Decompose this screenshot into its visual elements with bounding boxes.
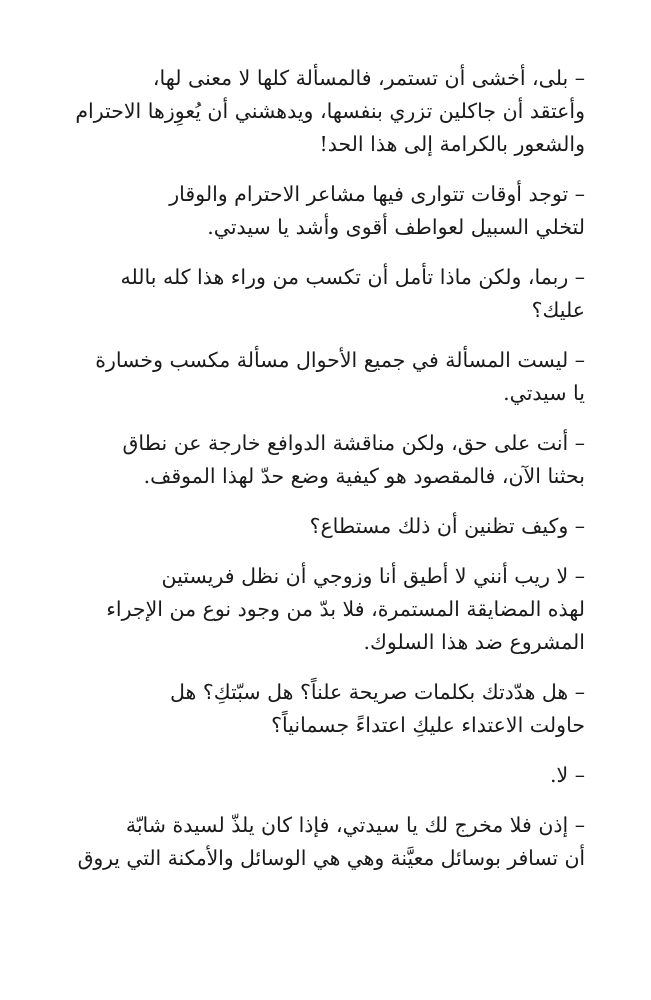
text-line: عليك؟: [531, 298, 585, 322]
text-line: – لا.: [550, 763, 585, 787]
paragraph-3: [75, 261, 585, 327]
text-line: حاولت الاعتداء عليكِ اعتداءً جسمانياً؟: [271, 713, 585, 737]
text-line: – هل هدّدتك بكلمات صريحة علناً؟ هل سبّتكِ؟ هل: [170, 680, 585, 704]
book-page: [75, 62, 585, 892]
text-line: بحثنا الآن، فالمقصود هو كيفية وضع حدّ لهذا الموقف.: [143, 464, 585, 488]
paragraph-6: [75, 510, 585, 543]
paragraph-5: [75, 427, 585, 493]
text-line: – وكيف تظنين أن ذلك مستطاع؟: [309, 514, 585, 538]
paragraph-9: [75, 759, 585, 792]
text-line: لتخلي السبيل لعواطف أقوى وأشد يا سيدتي.: [207, 215, 585, 239]
paragraph-8: [75, 676, 585, 742]
text-line: يا سيدتي.: [503, 381, 585, 405]
text-line: – بلى، أخشى أن تستمر، فالمسألة كلها لا معنى لها،: [152, 66, 585, 90]
text-line: وأعتقد أن جاكلين تزري بنفسها، ويدهشني أن يُعوِزها الاحترام: [75, 99, 585, 123]
paragraph-7: [75, 560, 585, 659]
text-line: والشعور بالكرامة إلى هذا الحد!: [319, 132, 585, 156]
text-line: – لا ريب أنني لا أطيق أنا وزوجي أن نظل فريستين: [161, 564, 585, 588]
text-line: – ربما، ولكن ماذا تأمل أن تكسب من وراء هذا كله بالله: [120, 265, 585, 289]
text-line: لهذه المضايقة المستمرة، فلا بدّ من وجود نوع من الإجراء: [106, 597, 585, 621]
text-line: المشروع ضد هذا السلوك.: [363, 630, 585, 654]
text-line: – إذن فلا مخرج لك يا سيدتي، فإذا كان يلذّ لسيدة شابّة: [125, 813, 585, 837]
text-line: – أنت على حق، ولكن مناقشة الدوافع خارجة عن نطاق: [122, 431, 585, 455]
paragraph-4: [75, 344, 585, 410]
paragraph-2: [75, 178, 585, 244]
text-line: – توجد أوقات تتوارى فيها مشاعر الاحترام والوقار: [169, 182, 585, 206]
text-line: أن تسافر بوسائل معيَّنة وهي هي الوسائل والأمكنة التي يروق: [77, 846, 585, 870]
paragraph-1: [75, 62, 585, 161]
paragraph-10: [75, 809, 585, 875]
text-line: – ليست المسألة في جميع الأحوال مسألة مكسب وخسارة: [95, 348, 585, 372]
